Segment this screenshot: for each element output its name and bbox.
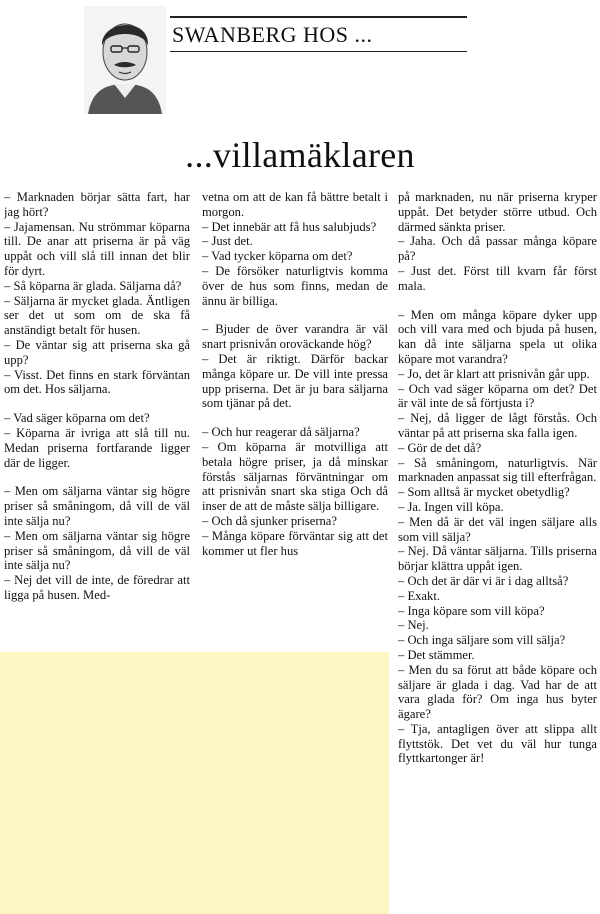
- paragraph: – Marknaden börjar sätta fart, har jag hört?: [4, 190, 190, 219]
- paragraph: – Men om många köpare dyker upp och vill vara med och bjuda på husen, kan då inte säljarna spela ut olika köpare mot varandra?: [398, 307, 597, 366]
- paragraph: – Så småningom, naturligtvis. När marknaden anpassat sig till efterfrågan.: [398, 455, 597, 485]
- paragraph: – Men du sa förut att både köpare och säljare är glada i dag. Vad har de att vara glada för? Om inga hus byter ägare?: [398, 662, 597, 722]
- highlight-background: [0, 652, 389, 914]
- paragraph: – Det stämmer.: [398, 647, 475, 662]
- paragraph: – De väntar sig att priserna ska gå upp?: [4, 337, 190, 367]
- paragraph: – Ja. Ingen vill köpa.: [398, 499, 504, 514]
- paragraph: – Om köparna är motvilliga att betala högre priser, ja då minskar förstås säljarnas förväntningar om att prisnivån snart ska stiga Och då inser de att de måste sälja billigare.: [202, 439, 388, 514]
- paragraph: – Visst. Det finns en stark förväntan om det. Hos säljarna.: [4, 367, 190, 397]
- paragraph: – Vad tycker köparna om det?: [202, 249, 353, 264]
- paragraph: – Men om säljarna väntar sig högre priser så småningom, då vill de väl inte sälja nu?: [4, 528, 190, 573]
- paragraph: – Många köpare förväntar sig att det kommer ut fler hus: [202, 528, 388, 558]
- paragraph: – Bjuder de över varandra är väl snart prisnivån oroväckande hög?: [202, 322, 388, 352]
- paragraph: på marknaden, nu när priserna kryper uppåt. Det betyder större utbud. Och därmed sänkta priser.: [398, 190, 597, 234]
- portrait-photo: [84, 6, 166, 114]
- paragraph: – Så köparna är glada. Säljarna då?: [4, 278, 182, 293]
- paragraph: – Jajamensan. Nu strömmar köparna till. De anar att priserna är på väg uppåt och vill slå till innan det blir för dyrt.: [4, 219, 190, 278]
- paragraph: – Säljarna är mycket glada. Äntligen ser det ut som om de ska få anständigt betalt för husen.: [4, 293, 190, 338]
- paragraph: – Nej, då ligger de lågt förstås. Och väntar på att priserna ska falla igen.: [398, 411, 597, 440]
- paragraph: – Gör de det då?: [398, 440, 482, 455]
- title-rule-bottom: [170, 51, 467, 52]
- paragraph: – Nej.: [398, 618, 429, 633]
- paragraph: – Nej. Då väntar säljarna. Tills priserna börjar klättra uppåt igen.: [398, 544, 597, 574]
- paragraph: – Just det.: [202, 234, 253, 249]
- article-column-2: [202, 190, 388, 650]
- headline: ...villamäklaren: [185, 135, 415, 175]
- paragraph: – Och hur reagerar då säljarna?: [202, 425, 360, 440]
- paragraph: – Som alltså är mycket obetydlig?: [398, 485, 570, 500]
- article-column-3: [398, 190, 597, 914]
- paragraph: – Och vad säger köparna om det? Det är väl inte de så förtjusta i?: [398, 381, 597, 411]
- paragraph: – Och då sjunker priserna?: [202, 513, 337, 528]
- paragraph: – Och det är där vi är i dag alltså?: [398, 573, 569, 588]
- paragraph: – Just det. Först till kvarn får först mala.: [398, 263, 597, 293]
- paragraph: – Exakt.: [398, 588, 440, 603]
- paragraph: – Köparna är ivriga att slå till nu. Medan priserna fortfarande ligger där de ligger.: [4, 425, 190, 470]
- paragraph: – Vad säger köparna om det?: [4, 411, 150, 426]
- paragraph: – Det är riktigt. Därför backar många köpare ur. De vill inte pressa upp priserna. Det är ju bara säljarna som tjänar på det.: [202, 351, 388, 411]
- paragraph: – Jaha. Och då passar många köpare på?: [398, 234, 597, 264]
- paragraph: – Men då är det väl ingen säljare alls som vill sälja?: [398, 514, 597, 544]
- portrait-icon: [84, 6, 166, 114]
- paragraph: – Nej det vill de inte, de föredrar att ligga på husen. Med-: [4, 573, 190, 602]
- paragraph: – Inga köpare som vill köpa?: [398, 603, 545, 618]
- paragraph: – Tja, antagligen över att slippa allt flyttstök. Det vet du väl hur tunga flyttkartonger är!: [398, 721, 597, 766]
- title-rule-top: [170, 16, 467, 18]
- paragraph: – Och inga säljare som vill sälja?: [398, 633, 566, 648]
- paragraph: – Det innebär att få hus salubjuds?: [202, 219, 377, 234]
- paragraph: – Jo, det är klart att prisnivån går upp.: [398, 366, 590, 381]
- paragraph: – Men om säljarna väntar sig högre priser så småningom, då vill de väl inte sälja nu?: [4, 484, 190, 528]
- article-column-1: [4, 190, 190, 652]
- column-title: SWANBERG HOS ...: [172, 22, 373, 47]
- paragraph: vetna om att de kan få bättre betalt i morgon.: [202, 190, 388, 219]
- paragraph: – De försöker naturligtvis komma över de hus som finns, medan de ännu är billiga.: [202, 263, 388, 308]
